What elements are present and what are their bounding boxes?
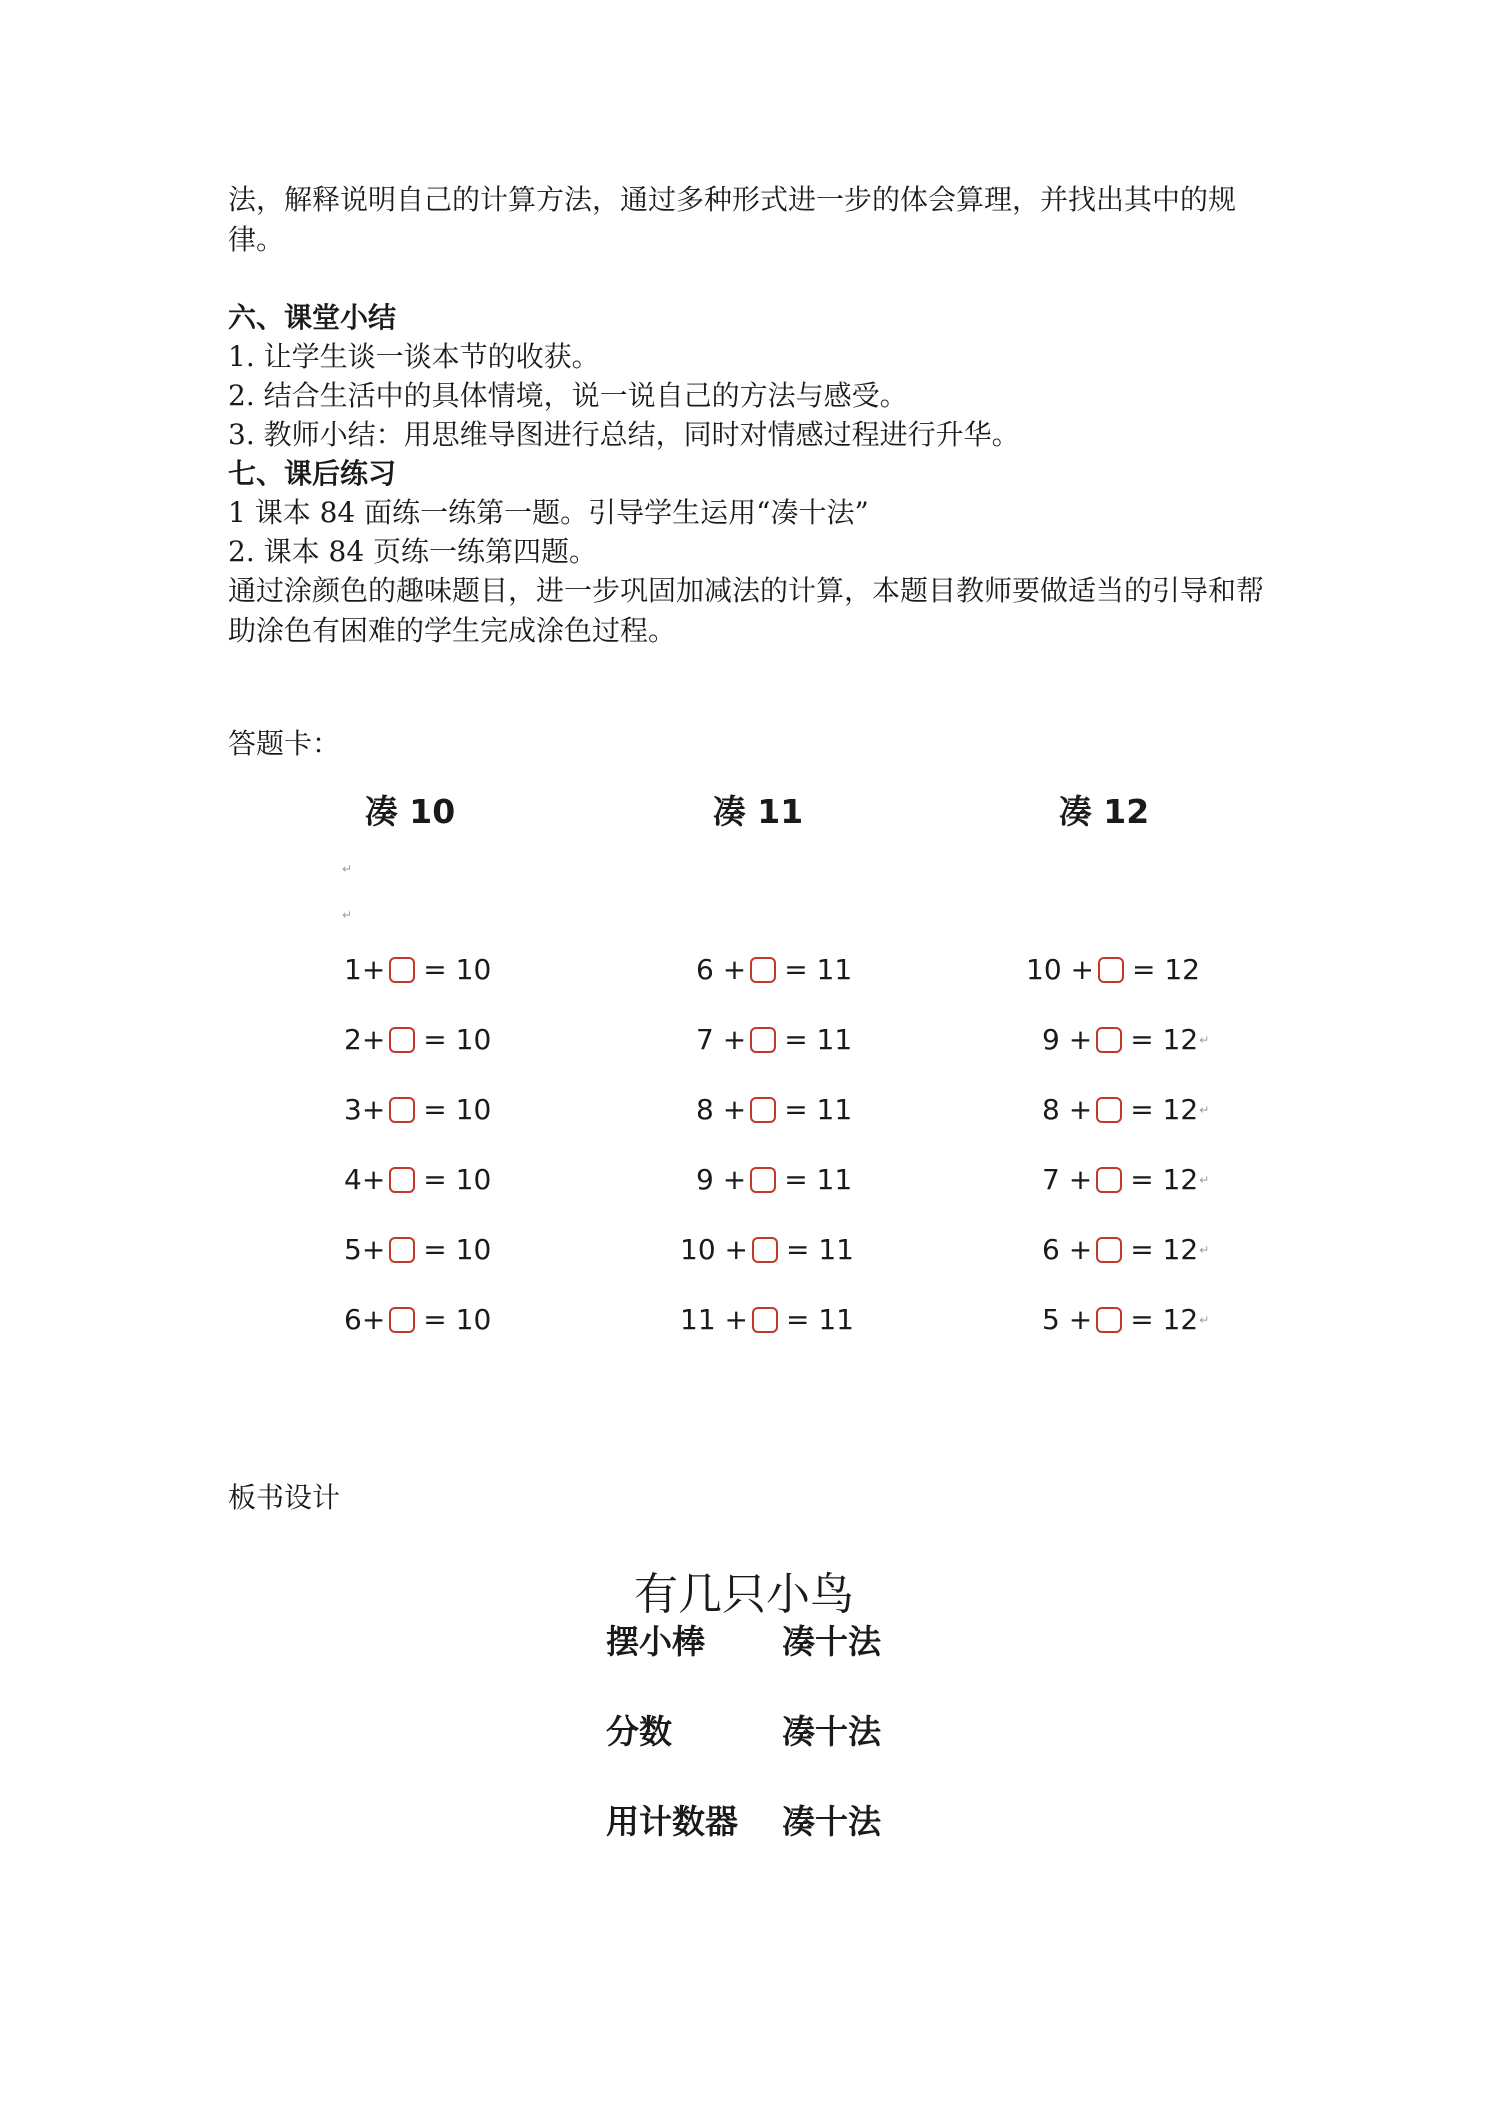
answer-box[interactable] [1096,1307,1122,1333]
board-row [606,1796,881,1843]
board-design-label: 板书设计 [228,1481,341,1514]
equation-row: 2+ = 10 [344,1023,492,1056]
equation-row: 10 + = 11 [680,1233,854,1266]
board-row-right: 凑十法 [782,1622,881,1661]
practice-heading: 七、课后练习 [228,457,397,490]
paragraph-mark: ↵ [342,908,353,922]
equation-row: 8 + = 12 ↵ [1042,1093,1210,1126]
practice-item: 1 课本 84 面练一练第一题。引导学生运用“凑十法” [228,496,869,529]
answer-box[interactable] [389,1307,415,1333]
equation-row: 8 + = 11 [696,1093,853,1126]
equation-row: 5 + = 12 ↵ [1042,1303,1210,1336]
summary-item: 3. 教师小结：用思维导图进行总结，同时对情感过程进行升华。 [228,418,1020,451]
answer-box[interactable] [752,1237,778,1263]
practice-note: 通过涂颜色的趣味题目，进一步巩固加减法的计算，本题目教师要做适当的引导和帮助涂色有困难的学生完成涂色过程。 [228,574,1265,647]
answer-box[interactable] [1098,957,1124,983]
answer-box[interactable] [389,1167,415,1193]
answer-box[interactable] [752,1307,778,1333]
answer-box[interactable] [750,1027,776,1053]
paragraph-mark: ↵ [1199,1103,1210,1117]
board-row [606,1706,881,1753]
summary-section [228,298,1278,651]
intro-section [228,180,1278,260]
paragraph-mark: ↵ [342,862,353,876]
answer-box[interactable] [1096,1237,1122,1263]
board-row-left: 用计数器 [606,1802,738,1841]
board-title: 有几只小鸟 [634,1569,854,1620]
equation-row: 1+ = 10 [344,953,492,986]
board-row-right: 凑十法 [782,1712,881,1751]
equation-row: 7 + = 11 [696,1023,853,1056]
board-row-right: 凑十法 [782,1802,881,1841]
equation-row: 10 + = 12 [1026,953,1200,986]
answer-card-label: 答题卡： [228,727,341,760]
equation-row: 9 + = 11 [696,1163,853,1196]
board-row [606,1616,881,1663]
equation-row: 3+ = 10 [344,1093,492,1126]
column-title-12: 凑 12 [1058,792,1150,831]
answer-box[interactable] [750,1097,776,1123]
answer-box[interactable] [1096,1097,1122,1123]
paragraph-mark: ↵ [1199,1173,1210,1187]
answer-box[interactable] [1096,1027,1122,1053]
column-title-10: 凑 10 [364,792,456,831]
equation-row: 6+ = 10 [344,1303,492,1336]
paragraph-mark: ↵ [1199,1243,1210,1257]
summary-item: 2. 结合生活中的具体情境，说一说自己的方法与感受。 [228,379,908,412]
equation-row: 11 + = 11 [680,1303,854,1336]
paragraph-mark: ↵ [1199,1313,1210,1327]
equation-row: 7 + = 12 ↵ [1042,1163,1210,1196]
answer-box[interactable] [750,957,776,983]
summary-item: 1. 让学生谈一谈本节的收获。 [228,340,600,373]
answer-box[interactable] [389,957,415,983]
paragraph-mark: ↵ [1199,1033,1210,1047]
equation-row: 6 + = 11 [696,953,853,986]
equation-row: 9 + = 12 ↵ [1042,1023,1210,1056]
answer-box[interactable] [389,1097,415,1123]
equation-row: 5+ = 10 [344,1233,492,1266]
intro-paragraph: 法，解释说明自己的计算方法，通过多种形式进一步的体会算理，并找出其中的规律。 [228,183,1237,256]
board-row-left: 摆小棒 [606,1622,705,1661]
equation-row: 6 + = 12 ↵ [1042,1233,1210,1266]
answer-box[interactable] [750,1167,776,1193]
answer-box[interactable] [1096,1167,1122,1193]
answer-box[interactable] [389,1237,415,1263]
summary-heading: 六、课堂小结 [228,301,397,334]
practice-item: 2. 课本 84 页练一练第四题。 [228,535,598,568]
column-title-11: 凑 11 [712,792,804,831]
answer-box[interactable] [389,1027,415,1053]
equation-row: 4+ = 10 [344,1163,492,1196]
board-row-left: 分数 [606,1712,672,1751]
